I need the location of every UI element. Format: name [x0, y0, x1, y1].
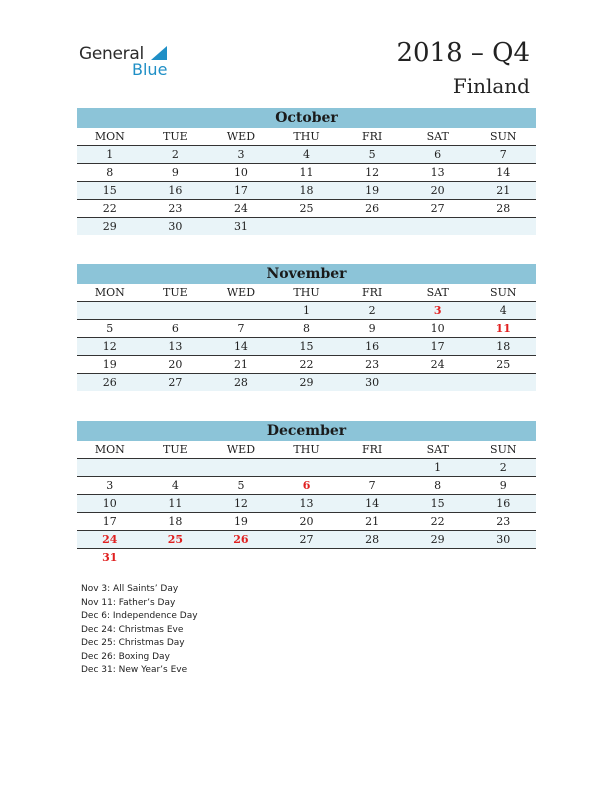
- day-cell: 12: [233, 497, 248, 510]
- day-cell: 29: [102, 220, 117, 233]
- day-cell: 9: [171, 166, 179, 179]
- weekday-label: TUE: [163, 286, 188, 299]
- generalblue-logo: [79, 40, 179, 80]
- day-cell: 10: [102, 497, 117, 510]
- week-row: [77, 302, 536, 320]
- holiday-notes: [81, 583, 198, 678]
- day-cell: 15: [102, 184, 117, 197]
- day-cell: 4: [171, 479, 179, 492]
- day-cell: 3: [237, 148, 245, 161]
- day-cell: 27: [168, 376, 183, 389]
- day-cell: 5: [237, 479, 245, 492]
- day-cell: [470, 218, 536, 235]
- day-cell: 12: [102, 340, 117, 353]
- day-cell: 24: [233, 202, 248, 215]
- weekday-header-row: [77, 128, 536, 146]
- day-cell: 25: [496, 358, 511, 371]
- day-cell: 25: [299, 202, 314, 215]
- day-cell: 18: [168, 515, 183, 528]
- weekday-label: THU: [293, 130, 320, 143]
- country-name: Finland: [452, 74, 530, 98]
- day-cell: 22: [430, 515, 445, 528]
- day-cell: 30: [496, 533, 511, 546]
- day-cell: 23: [365, 358, 380, 371]
- week-row: [77, 459, 536, 477]
- month-header: December: [77, 421, 536, 441]
- month-header: November: [77, 264, 536, 284]
- day-cell: 7: [368, 479, 376, 492]
- day-cell: 11: [299, 166, 314, 179]
- day-cell: 13: [168, 340, 183, 353]
- day-cell: 24: [430, 358, 445, 371]
- day-cell: [143, 549, 209, 566]
- day-cell: 23: [168, 202, 183, 215]
- day-cell: 28: [233, 376, 248, 389]
- day-cell: 31: [233, 220, 248, 233]
- weekday-label: THU: [293, 443, 320, 456]
- day-cell: 6: [434, 148, 442, 161]
- day-cell: 10: [233, 166, 248, 179]
- day-cell: [339, 549, 405, 566]
- day-cell: 12: [365, 166, 380, 179]
- month-november: [77, 264, 536, 391]
- holiday-note: Nov 3: All Saints’ Day: [81, 584, 179, 594]
- holiday-note: Dec 26: Boxing Day: [81, 651, 170, 662]
- week-row: [77, 374, 536, 391]
- logo-blue-text: Blue: [132, 60, 168, 79]
- day-cell: 16: [496, 497, 511, 510]
- week-row: [77, 200, 536, 218]
- day-cell: 22: [102, 202, 117, 215]
- day-cell: 20: [299, 515, 314, 528]
- day-cell: [143, 459, 209, 476]
- day-cell: [470, 374, 536, 391]
- week-row: [77, 495, 536, 513]
- day-cell: 11: [495, 322, 511, 335]
- holiday-note: Nov 11: Father’s Day: [81, 597, 176, 608]
- logo-triangle-icon: [151, 46, 167, 60]
- day-cell: 13: [430, 166, 445, 179]
- day-cell: 6: [171, 322, 179, 335]
- weekday-label: FRI: [361, 286, 383, 299]
- day-cell: 27: [299, 533, 314, 546]
- weekday-label: SUN: [490, 130, 517, 143]
- week-row: [77, 182, 536, 200]
- week-row: [77, 549, 536, 566]
- weekday-label: SAT: [426, 130, 449, 143]
- weekday-label: TUE: [163, 443, 188, 456]
- day-cell: [143, 302, 209, 319]
- day-cell: 24: [102, 533, 118, 546]
- day-cell: 23: [496, 515, 511, 528]
- day-cell: 25: [167, 533, 184, 546]
- weekday-label: WED: [226, 443, 256, 456]
- day-cell: 30: [168, 220, 183, 233]
- day-cell: 15: [430, 497, 445, 510]
- week-row: [77, 164, 536, 182]
- day-cell: 30: [365, 376, 380, 389]
- day-cell: 6: [302, 479, 311, 492]
- holiday-note: Dec 6: Independence Day: [81, 611, 198, 621]
- weekday-label: TUE: [163, 130, 188, 143]
- day-cell: 17: [430, 340, 445, 353]
- day-cell: 18: [299, 184, 314, 197]
- day-cell: 16: [168, 184, 183, 197]
- weekday-label: MON: [94, 286, 125, 299]
- page-title: 2018 – Q4: [396, 38, 530, 68]
- day-cell: [77, 302, 143, 319]
- day-cell: 9: [368, 322, 376, 335]
- weekday-label: FRI: [361, 443, 383, 456]
- day-cell: [405, 218, 471, 235]
- day-cell: 16: [365, 340, 380, 353]
- day-cell: 21: [365, 515, 380, 528]
- day-cell: 14: [233, 340, 248, 353]
- week-row: [77, 356, 536, 374]
- day-cell: 17: [102, 515, 117, 528]
- day-cell: 20: [430, 184, 445, 197]
- day-cell: [405, 549, 471, 566]
- day-cell: 20: [168, 358, 183, 371]
- weekday-label: SAT: [426, 443, 449, 456]
- weekday-header-row: [77, 441, 536, 459]
- day-cell: [274, 549, 340, 566]
- day-cell: 14: [496, 166, 511, 179]
- day-cell: 26: [102, 376, 117, 389]
- day-cell: 26: [365, 202, 380, 215]
- day-cell: 19: [233, 515, 248, 528]
- week-row: [77, 338, 536, 356]
- weekday-label: SUN: [490, 286, 517, 299]
- day-cell: 8: [106, 166, 114, 179]
- day-cell: 7: [237, 322, 245, 335]
- weekday-label: WED: [226, 130, 256, 143]
- holiday-note: Dec 25: Christmas Day: [81, 638, 185, 648]
- day-cell: 21: [233, 358, 248, 371]
- day-cell: 2: [171, 148, 179, 161]
- day-cell: 11: [168, 497, 183, 510]
- day-cell: [339, 218, 405, 235]
- day-cell: 9: [499, 479, 507, 492]
- day-cell: 31: [102, 551, 118, 564]
- weekday-label: SUN: [490, 443, 517, 456]
- day-cell: [208, 302, 274, 319]
- day-cell: 19: [102, 358, 117, 371]
- day-cell: 8: [434, 479, 442, 492]
- day-cell: 5: [106, 322, 114, 335]
- day-cell: 3: [106, 479, 114, 492]
- weekday-label: THU: [293, 286, 320, 299]
- day-cell: [470, 549, 536, 566]
- week-row: [77, 477, 536, 495]
- day-cell: 18: [496, 340, 511, 353]
- month-header: October: [77, 108, 536, 128]
- day-cell: 21: [496, 184, 511, 197]
- holiday-note: Dec 24: Christmas Eve: [81, 624, 184, 635]
- day-cell: 27: [430, 202, 445, 215]
- week-row: [77, 513, 536, 531]
- day-cell: 22: [299, 358, 314, 371]
- week-row: [77, 320, 536, 338]
- day-cell: [274, 459, 340, 476]
- day-cell: 4: [499, 304, 507, 317]
- day-cell: 29: [299, 376, 314, 389]
- day-cell: 17: [233, 184, 248, 197]
- day-cell: 15: [299, 340, 314, 353]
- weekday-label: FRI: [361, 130, 383, 143]
- day-cell: [405, 374, 471, 391]
- day-cell: 2: [499, 461, 507, 474]
- weekday-header-row: [77, 284, 536, 302]
- day-cell: 1: [303, 304, 311, 317]
- week-row: [77, 218, 536, 235]
- week-row: [77, 146, 536, 164]
- month-october: [77, 108, 536, 235]
- day-cell: 10: [430, 322, 445, 335]
- day-cell: 19: [365, 184, 380, 197]
- day-cell: 3: [433, 304, 442, 317]
- day-cell: 29: [430, 533, 445, 546]
- day-cell: 5: [368, 148, 376, 161]
- logo-general-text: General: [79, 44, 144, 64]
- weekday-label: WED: [226, 286, 256, 299]
- day-cell: 26: [233, 533, 249, 546]
- weekday-label: MON: [94, 130, 125, 143]
- day-cell: [77, 459, 143, 476]
- week-row: [77, 531, 536, 549]
- day-cell: 1: [106, 148, 114, 161]
- day-cell: [208, 459, 274, 476]
- day-cell: 8: [303, 322, 311, 335]
- day-cell: 14: [365, 497, 380, 510]
- day-cell: [274, 218, 340, 235]
- month-december: [77, 421, 536, 566]
- day-cell: [339, 459, 405, 476]
- weekday-label: MON: [94, 443, 125, 456]
- day-cell: 28: [365, 533, 380, 546]
- day-cell: 13: [299, 497, 314, 510]
- day-cell: [208, 549, 274, 566]
- day-cell: 2: [368, 304, 376, 317]
- day-cell: 1: [434, 461, 442, 474]
- weekday-label: SAT: [426, 286, 449, 299]
- day-cell: 4: [303, 148, 311, 161]
- holiday-note: Dec 31: New Year’s Eve: [81, 665, 188, 675]
- day-cell: 28: [496, 202, 511, 215]
- day-cell: 7: [499, 148, 507, 161]
